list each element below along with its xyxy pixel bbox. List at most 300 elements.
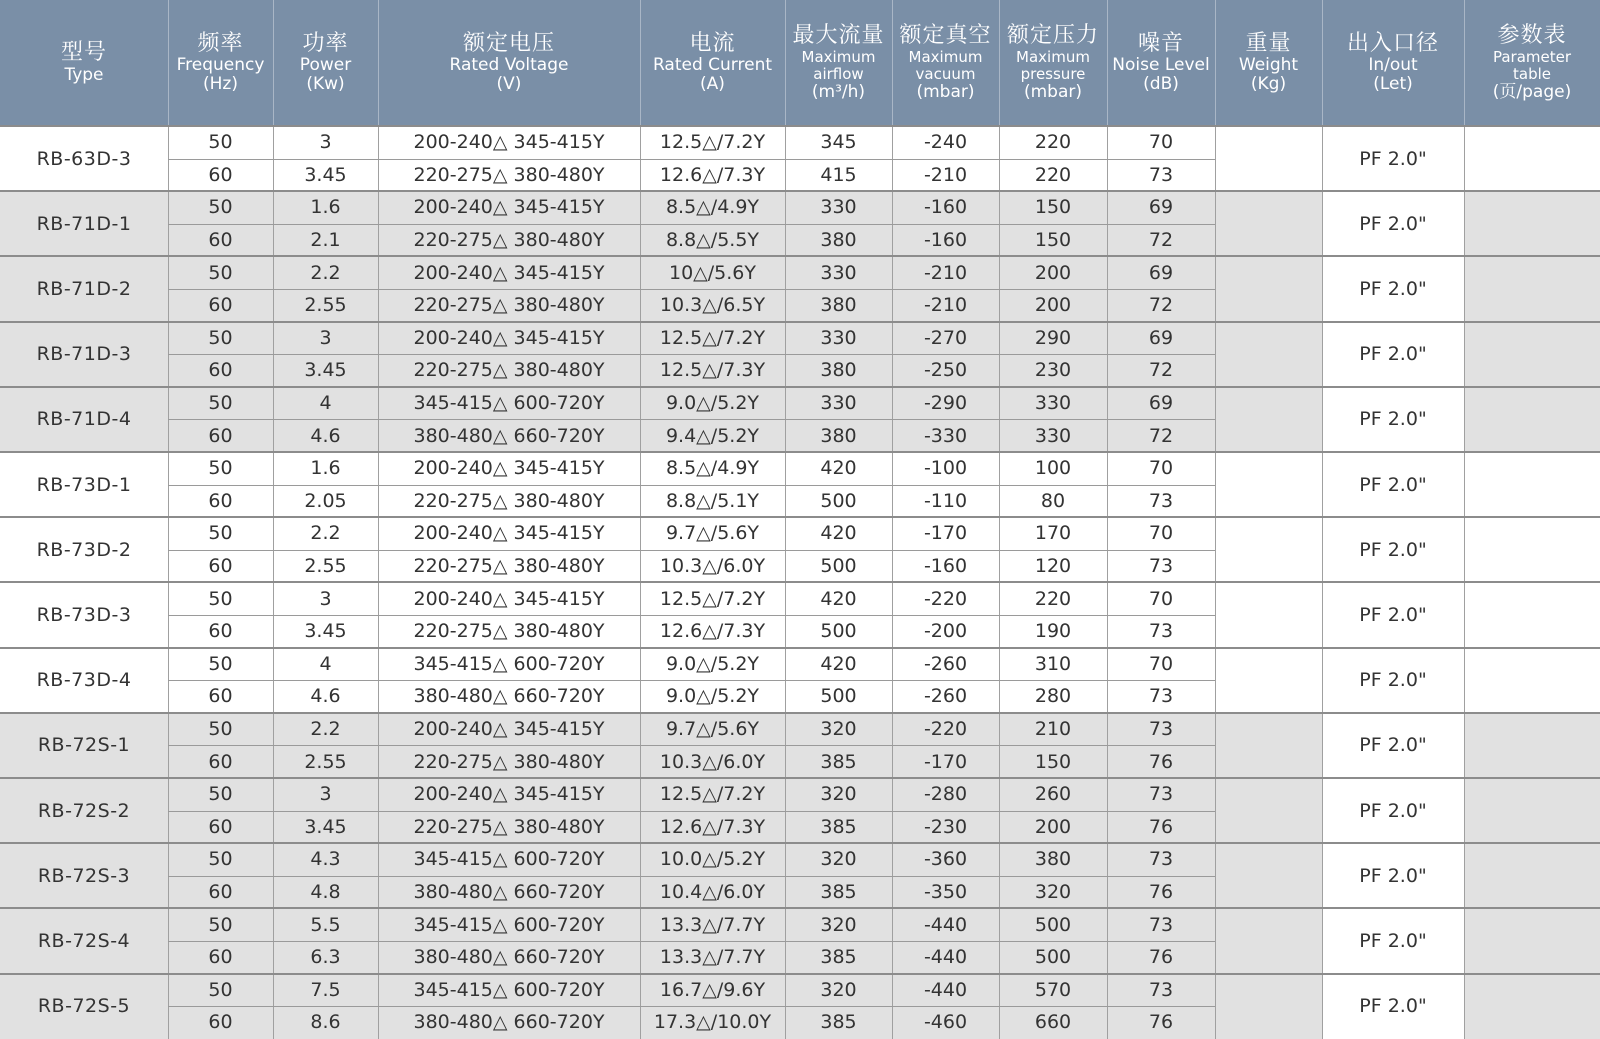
header-noise-level-en: Noise Level — [1112, 55, 1210, 76]
value-rated-voltage: 220-275△ 380-480Y — [413, 489, 605, 512]
value-rated-current: 12.6△/7.3Y — [659, 163, 766, 186]
header-max-vacuum-en: vacuum — [915, 64, 976, 83]
value-noise-level: 73 — [1148, 163, 1174, 186]
model-type: RB-72S-5 — [37, 995, 131, 1018]
value-noise-level: 69 — [1148, 196, 1174, 219]
port-size-value: PF 2.0" — [1359, 864, 1427, 887]
value-max-airflow: 500 — [820, 620, 857, 643]
cell-noise-level — [1107, 126, 1215, 159]
port-size-cell — [1322, 843, 1464, 908]
cell-rated-current — [640, 811, 785, 844]
cell-rated-current — [640, 419, 785, 452]
value-max-vacuum: -220 — [923, 718, 968, 741]
cell-noise-level — [1107, 419, 1215, 452]
cell-rated-voltage — [378, 322, 640, 355]
port-size-cell — [1322, 126, 1464, 191]
value-frequency: 60 — [208, 620, 233, 643]
header-power — [273, 0, 378, 126]
cell-rated-current — [640, 159, 785, 192]
value-frequency: 50 — [208, 392, 233, 415]
model-divider — [0, 255, 1600, 257]
header-port-size-zh: 出入口径 — [1346, 30, 1439, 56]
header-parameter-table-en: table — [1513, 64, 1551, 83]
value-max-airflow: 385 — [820, 1011, 857, 1034]
value-frequency: 60 — [208, 294, 233, 317]
header-parameter-table-en: (页/page) — [1492, 81, 1572, 102]
value-max-pressure: 190 — [1034, 620, 1072, 643]
parameter-table-cell — [1464, 387, 1600, 452]
value-frequency: 50 — [208, 848, 233, 871]
row-divider — [168, 1006, 1215, 1007]
value-max-vacuum: -110 — [923, 489, 968, 512]
value-noise-level: 69 — [1148, 326, 1174, 349]
model-divider — [0, 190, 1600, 192]
model-type: RB-73D-2 — [36, 538, 132, 561]
value-power: 3 — [319, 131, 332, 154]
value-frequency: 60 — [208, 359, 233, 382]
header-parameter-table — [1464, 0, 1600, 126]
header-max-pressure-en: (mbar) — [1023, 81, 1083, 102]
value-noise-level: 73 — [1148, 978, 1174, 1001]
model-type-cell — [0, 582, 168, 647]
parameter-table-cell — [1464, 974, 1600, 1039]
cell-max-vacuum — [892, 876, 999, 909]
cell-rated-current — [640, 289, 785, 322]
model-divider — [0, 712, 1600, 714]
header-max-airflow-en: (m³/h) — [811, 81, 866, 102]
value-power: 3 — [319, 587, 332, 610]
value-rated-voltage: 220-275△ 380-480Y — [413, 359, 605, 382]
cell-max-vacuum — [892, 517, 999, 550]
cell-rated-current — [640, 387, 785, 420]
value-rated-voltage: 220-275△ 380-480Y — [413, 163, 605, 186]
cell-rated-voltage — [378, 289, 640, 322]
value-rated-current: 12.6△/7.3Y — [659, 620, 766, 643]
value-frequency: 60 — [208, 815, 233, 838]
value-power: 3.45 — [304, 163, 347, 186]
cell-frequency — [168, 191, 273, 224]
cell-max-pressure — [999, 322, 1107, 355]
port-size-cell — [1322, 517, 1464, 582]
cell-max-vacuum — [892, 908, 999, 941]
value-rated-current: 10.4△/6.0Y — [659, 881, 766, 904]
value-max-airflow: 330 — [820, 196, 857, 219]
value-power: 2.1 — [310, 229, 341, 252]
port-size-cell — [1322, 974, 1464, 1039]
cell-rated-voltage — [378, 256, 640, 289]
cell-frequency — [168, 419, 273, 452]
model-divider — [0, 451, 1600, 453]
model-type-cell — [0, 908, 168, 973]
port-size-value: PF 2.0" — [1359, 473, 1427, 496]
value-noise-level: 72 — [1148, 424, 1174, 447]
value-rated-current: 13.3△/7.7Y — [659, 946, 766, 969]
cell-frequency — [168, 974, 273, 1007]
header-weight-en: Weight — [1238, 55, 1299, 76]
value-rated-current: 9.0△/5.2Y — [665, 685, 760, 708]
header-max-airflow-en: airflow — [813, 64, 864, 83]
value-rated-voltage: 345-415△ 600-720Y — [413, 652, 605, 675]
cell-max-vacuum — [892, 843, 999, 876]
parameter-table-cell — [1464, 256, 1600, 321]
value-max-pressure: 150 — [1034, 196, 1072, 219]
header-rated-current-en: (A) — [700, 74, 725, 95]
cell-rated-voltage — [378, 941, 640, 974]
port-size-cell — [1322, 582, 1464, 647]
value-power: 3 — [319, 783, 332, 806]
port-size-cell — [1322, 191, 1464, 256]
row-divider — [168, 876, 1215, 877]
cell-power — [273, 713, 378, 746]
value-noise-level: 76 — [1148, 881, 1174, 904]
cell-rated-voltage — [378, 1006, 640, 1039]
cell-noise-level — [1107, 191, 1215, 224]
value-frequency: 60 — [208, 555, 233, 578]
model-type-cell — [0, 517, 168, 582]
value-power: 2.2 — [310, 261, 341, 284]
cell-noise-level — [1107, 778, 1215, 811]
value-rated-voltage: 200-240△ 345-415Y — [413, 261, 605, 284]
row-divider — [168, 485, 1215, 486]
model-type-cell — [0, 974, 168, 1039]
value-rated-current: 8.8△/5.1Y — [665, 489, 760, 512]
cell-rated-voltage — [378, 648, 640, 681]
value-max-vacuum: -220 — [923, 587, 968, 610]
cell-max-vacuum — [892, 648, 999, 681]
value-noise-level: 73 — [1148, 848, 1174, 871]
header-max-vacuum-en: (mbar) — [916, 81, 975, 102]
header-noise-level — [1107, 0, 1215, 126]
cell-rated-voltage — [378, 582, 640, 615]
cell-power — [273, 387, 378, 420]
cell-max-airflow — [785, 680, 892, 713]
value-max-vacuum: -160 — [923, 555, 968, 578]
value-max-pressure: 200 — [1034, 815, 1072, 838]
cell-max-airflow — [785, 713, 892, 746]
cell-max-vacuum — [892, 322, 999, 355]
cell-noise-level — [1107, 648, 1215, 681]
cell-noise-level — [1107, 876, 1215, 909]
cell-max-vacuum — [892, 354, 999, 387]
value-max-pressure: 150 — [1034, 229, 1072, 252]
model-type-cell — [0, 843, 168, 908]
cell-noise-level — [1107, 550, 1215, 583]
value-rated-voltage: 345-415△ 600-720Y — [413, 913, 605, 936]
port-size-cell — [1322, 322, 1464, 387]
value-power: 1.6 — [310, 196, 341, 219]
value-power: 4.3 — [310, 848, 341, 871]
cell-max-pressure — [999, 517, 1107, 550]
value-max-vacuum: -460 — [923, 1011, 968, 1034]
weight-cell — [1215, 778, 1322, 843]
value-power: 1.6 — [310, 457, 341, 480]
cell-power — [273, 811, 378, 844]
value-max-pressure: 570 — [1034, 978, 1072, 1001]
header-port-size-en: (Let) — [1373, 74, 1413, 95]
cell-noise-level — [1107, 811, 1215, 844]
port-size-cell — [1322, 648, 1464, 713]
cell-frequency — [168, 485, 273, 518]
cell-max-pressure — [999, 582, 1107, 615]
cell-frequency — [168, 224, 273, 257]
port-size-cell — [1322, 387, 1464, 452]
model-type-cell — [0, 126, 168, 191]
value-frequency: 60 — [208, 946, 233, 969]
cell-noise-level — [1107, 517, 1215, 550]
value-rated-voltage: 200-240△ 345-415Y — [413, 718, 605, 741]
value-max-vacuum: -330 — [923, 424, 968, 447]
cell-rated-current — [640, 322, 785, 355]
value-noise-level: 73 — [1148, 489, 1174, 512]
value-max-vacuum: -100 — [923, 457, 968, 480]
value-rated-voltage: 220-275△ 380-480Y — [413, 750, 605, 773]
cell-power — [273, 354, 378, 387]
port-size-value: PF 2.0" — [1359, 929, 1427, 952]
cell-rated-voltage — [378, 876, 640, 909]
value-power: 5.5 — [310, 913, 341, 936]
value-rated-current: 8.5△/4.9Y — [665, 196, 760, 219]
header-frequency-en: (Hz) — [203, 74, 238, 95]
row-divider — [168, 224, 1215, 225]
cell-rated-voltage — [378, 550, 640, 583]
value-frequency: 50 — [208, 587, 233, 610]
cell-rated-voltage — [378, 974, 640, 1007]
value-rated-current: 8.5△/4.9Y — [665, 457, 760, 480]
value-max-vacuum: -260 — [923, 685, 968, 708]
model-divider — [0, 386, 1600, 388]
value-frequency: 60 — [208, 685, 233, 708]
value-power: 4.8 — [310, 881, 341, 904]
value-max-airflow: 345 — [820, 131, 857, 154]
value-max-vacuum: -440 — [923, 913, 968, 936]
cell-max-vacuum — [892, 778, 999, 811]
header-max-pressure-en: Maximum — [1016, 48, 1090, 66]
row-divider — [168, 159, 1215, 160]
model-divider — [0, 907, 1600, 909]
header-weight-zh: 重量 — [1245, 30, 1292, 56]
header-weight — [1215, 0, 1322, 126]
port-size-value: PF 2.0" — [1359, 277, 1427, 300]
header-power-zh: 功率 — [302, 30, 349, 56]
cell-max-vacuum — [892, 485, 999, 518]
port-size-cell — [1322, 778, 1464, 843]
cell-max-pressure — [999, 387, 1107, 420]
port-size-value: PF 2.0" — [1359, 408, 1427, 431]
value-max-airflow: 420 — [820, 522, 857, 545]
value-rated-current: 12.5△/7.2Y — [659, 783, 766, 806]
value-noise-level: 73 — [1148, 913, 1174, 936]
value-rated-current: 9.7△/5.6Y — [665, 522, 760, 545]
value-max-airflow: 320 — [820, 913, 857, 936]
cell-frequency — [168, 452, 273, 485]
cell-power — [273, 843, 378, 876]
value-power: 4.6 — [310, 424, 341, 447]
cell-max-vacuum — [892, 387, 999, 420]
model-type: RB-72S-1 — [37, 734, 131, 757]
value-max-vacuum: -170 — [923, 522, 968, 545]
parameter-table-cell — [1464, 908, 1600, 973]
model-type: RB-71D-4 — [36, 408, 132, 431]
value-max-vacuum: -170 — [923, 750, 968, 773]
value-power: 6.3 — [310, 946, 341, 969]
value-max-pressure: 330 — [1034, 392, 1072, 415]
port-size-cell — [1322, 256, 1464, 321]
row-divider — [168, 550, 1215, 551]
model-type-cell — [0, 713, 168, 778]
cell-max-pressure — [999, 843, 1107, 876]
value-power: 4 — [319, 652, 332, 675]
value-rated-current: 13.3△/7.7Y — [659, 913, 766, 936]
cell-frequency — [168, 126, 273, 159]
model-divider — [0, 516, 1600, 518]
cell-max-vacuum — [892, 224, 999, 257]
cell-power — [273, 256, 378, 289]
cell-frequency — [168, 745, 273, 778]
cell-max-pressure — [999, 941, 1107, 974]
header-power-en: Power — [299, 55, 352, 76]
value-max-airflow: 420 — [820, 587, 857, 610]
value-max-pressure: 280 — [1034, 685, 1072, 708]
value-rated-voltage: 380-480△ 660-720Y — [413, 946, 605, 969]
cell-noise-level — [1107, 485, 1215, 518]
cell-rated-current — [640, 778, 785, 811]
value-max-vacuum: -240 — [923, 131, 968, 154]
value-max-vacuum: -260 — [923, 652, 968, 675]
cell-max-pressure — [999, 256, 1107, 289]
cell-max-vacuum — [892, 289, 999, 322]
value-power: 2.55 — [304, 555, 347, 578]
cell-rated-voltage — [378, 713, 640, 746]
model-type-cell — [0, 452, 168, 517]
cell-noise-level — [1107, 256, 1215, 289]
value-rated-voltage: 200-240△ 345-415Y — [413, 131, 605, 154]
cell-rated-voltage — [378, 908, 640, 941]
cell-max-airflow — [785, 387, 892, 420]
cell-rated-current — [640, 745, 785, 778]
value-rated-current: 9.4△/5.2Y — [665, 424, 760, 447]
cell-max-pressure — [999, 745, 1107, 778]
cell-rated-voltage — [378, 126, 640, 159]
cell-rated-voltage — [378, 485, 640, 518]
port-size-value: PF 2.0" — [1359, 343, 1427, 366]
cell-max-pressure — [999, 615, 1107, 648]
cell-max-airflow — [785, 745, 892, 778]
value-max-pressure: 100 — [1034, 457, 1072, 480]
weight-cell — [1215, 648, 1322, 713]
port-size-cell — [1322, 713, 1464, 778]
cell-noise-level — [1107, 974, 1215, 1007]
cell-power — [273, 485, 378, 518]
cell-rated-current — [640, 974, 785, 1007]
value-rated-current: 12.5△/7.2Y — [659, 131, 766, 154]
value-max-vacuum: -350 — [923, 881, 968, 904]
cell-power — [273, 1006, 378, 1039]
value-max-pressure: 220 — [1034, 587, 1072, 610]
header-max-airflow-zh: 最大流量 — [792, 23, 885, 49]
value-max-vacuum: -210 — [923, 261, 968, 284]
cell-max-pressure — [999, 452, 1107, 485]
value-rated-current: 10.3△/6.0Y — [659, 555, 766, 578]
weight-cell — [1215, 387, 1322, 452]
value-rated-current: 12.6△/7.3Y — [659, 815, 766, 838]
cell-power — [273, 680, 378, 713]
cell-max-airflow — [785, 811, 892, 844]
value-frequency: 50 — [208, 326, 233, 349]
value-rated-voltage: 200-240△ 345-415Y — [413, 587, 605, 610]
weight-cell — [1215, 908, 1322, 973]
cell-max-pressure — [999, 126, 1107, 159]
value-max-airflow: 320 — [820, 848, 857, 871]
cell-max-pressure — [999, 778, 1107, 811]
cell-frequency — [168, 159, 273, 192]
value-frequency: 50 — [208, 457, 233, 480]
cell-max-vacuum — [892, 941, 999, 974]
cell-max-pressure — [999, 1006, 1107, 1039]
header-max-vacuum — [892, 0, 999, 126]
value-power: 2.55 — [304, 294, 347, 317]
model-type: RB-63D-3 — [36, 147, 132, 170]
cell-rated-voltage — [378, 224, 640, 257]
cell-power — [273, 974, 378, 1007]
model-type-cell — [0, 256, 168, 321]
header-port-size-en: In/out — [1368, 55, 1418, 76]
cell-max-airflow — [785, 289, 892, 322]
parameter-table-cell — [1464, 452, 1600, 517]
cell-frequency — [168, 256, 273, 289]
cell-frequency — [168, 680, 273, 713]
port-size-value: PF 2.0" — [1359, 147, 1427, 170]
cell-max-pressure — [999, 974, 1107, 1007]
weight-cell — [1215, 322, 1322, 387]
cell-rated-current — [640, 876, 785, 909]
value-max-pressure: 260 — [1034, 783, 1072, 806]
parameter-table-cell — [1464, 778, 1600, 843]
header-frequency-en: Frequency — [176, 55, 265, 76]
value-frequency: 50 — [208, 718, 233, 741]
model-divider — [0, 777, 1600, 779]
cell-rated-current — [640, 354, 785, 387]
row-divider — [168, 615, 1215, 616]
cell-power — [273, 648, 378, 681]
cell-rated-current — [640, 191, 785, 224]
cell-rated-voltage — [378, 452, 640, 485]
cell-max-vacuum — [892, 713, 999, 746]
value-rated-voltage: 220-275△ 380-480Y — [413, 620, 605, 643]
weight-cell — [1215, 974, 1322, 1039]
value-max-airflow: 420 — [820, 457, 857, 480]
cell-power — [273, 876, 378, 909]
value-max-airflow: 500 — [820, 555, 857, 578]
cell-max-airflow — [785, 876, 892, 909]
value-rated-current: 9.0△/5.2Y — [665, 652, 760, 675]
cell-max-airflow — [785, 354, 892, 387]
parameter-table-cell — [1464, 126, 1600, 191]
header-port-size — [1322, 0, 1464, 126]
port-size-cell — [1322, 908, 1464, 973]
value-rated-voltage: 380-480△ 660-720Y — [413, 1011, 605, 1034]
value-frequency: 60 — [208, 750, 233, 773]
cell-frequency — [168, 843, 273, 876]
cell-max-pressure — [999, 224, 1107, 257]
parameter-table-cell — [1464, 517, 1600, 582]
value-power: 4 — [319, 392, 332, 415]
cell-max-vacuum — [892, 126, 999, 159]
weight-cell — [1215, 713, 1322, 778]
cell-max-airflow — [785, 452, 892, 485]
cell-rated-voltage — [378, 191, 640, 224]
cell-rated-current — [640, 713, 785, 746]
cell-frequency — [168, 941, 273, 974]
